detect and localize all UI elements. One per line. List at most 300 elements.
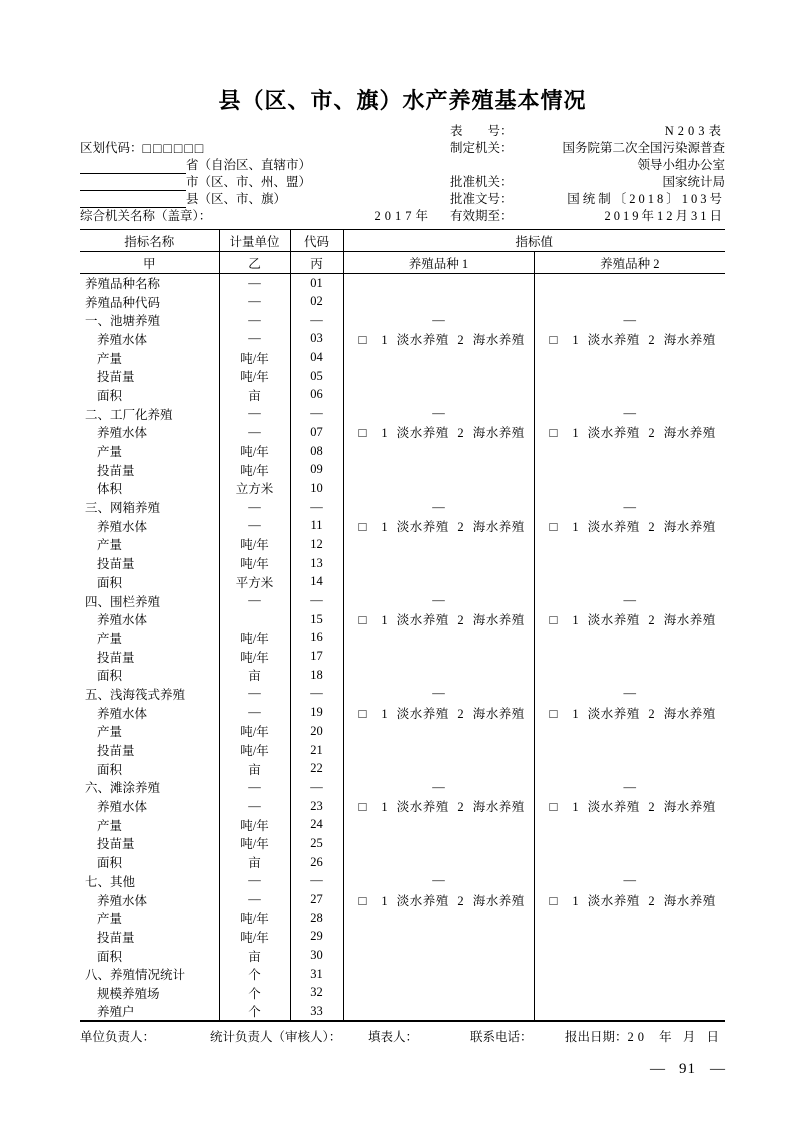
indicator-name-cell: 三、网箱养殖 bbox=[85, 501, 161, 516]
code-cell: 19 bbox=[290, 703, 343, 722]
value-cell-variety-2 bbox=[534, 330, 725, 349]
value-cell-variety-2[interactable] bbox=[534, 274, 725, 293]
unit-cell: 吨/年 bbox=[219, 442, 290, 461]
water-type-options-label: 1 淡水养殖 2 海水养殖 bbox=[572, 706, 716, 721]
approving-agency-value: 国家统计局 bbox=[662, 175, 725, 189]
value-cell-variety-2: — bbox=[534, 591, 725, 610]
water-type-options-label: 1 淡水养殖 2 海水养殖 bbox=[572, 613, 716, 628]
unit-cell: — bbox=[219, 274, 290, 293]
value-cell-variety-2[interactable] bbox=[534, 535, 725, 554]
value-cell-variety-1[interactable] bbox=[343, 741, 534, 760]
code-cell: — bbox=[290, 498, 343, 517]
indicator-name-cell: 投苗量 bbox=[97, 650, 135, 665]
water-type-options-label: 1 淡水养殖 2 海水养殖 bbox=[381, 800, 525, 815]
page-number-left-dash: — bbox=[650, 1061, 665, 1078]
water-type-checkbox[interactable]: □ bbox=[549, 331, 558, 347]
value-cell-variety-2: — bbox=[534, 872, 725, 891]
water-type-checkbox[interactable]: □ bbox=[358, 705, 367, 721]
indicator-name-cell: 规模养殖场 bbox=[97, 986, 160, 1001]
code-cell: 29 bbox=[290, 928, 343, 947]
indicator-name-cell: 产量 bbox=[97, 818, 123, 833]
report-year: 2017年 bbox=[374, 209, 432, 223]
report-date-month-char: 月 bbox=[682, 1030, 696, 1045]
indicator-name-cell: 投苗量 bbox=[97, 370, 135, 385]
indicator-name-cell: 养殖水体 bbox=[97, 613, 148, 628]
value-cell-variety-1: — bbox=[343, 872, 534, 891]
page-number bbox=[80, 1061, 737, 1078]
value-cell-variety-1: — bbox=[343, 311, 534, 330]
code-cell: 27 bbox=[290, 890, 343, 909]
water-type-options-label: 1 淡水养殖 2 海水养殖 bbox=[381, 706, 525, 721]
value-cell-variety-2[interactable] bbox=[534, 573, 725, 592]
code-cell: 15 bbox=[290, 610, 343, 629]
value-cell-variety-1[interactable] bbox=[343, 274, 534, 293]
code-cell: 10 bbox=[290, 479, 343, 498]
water-type-options-label: 1 淡水养殖 2 海水养殖 bbox=[572, 426, 716, 441]
unit-cell: 个 bbox=[219, 984, 290, 1003]
value-cell-variety-1[interactable] bbox=[343, 666, 534, 685]
table-row bbox=[80, 386, 725, 405]
value-cell-variety-1 bbox=[343, 890, 534, 909]
code-cell: — bbox=[290, 872, 343, 891]
code-cell: 23 bbox=[290, 797, 343, 816]
value-cell-variety-1[interactable] bbox=[343, 629, 534, 648]
indicator-name-cell: 投苗量 bbox=[97, 837, 135, 852]
table-subheader-row bbox=[80, 252, 725, 274]
col-header-indicator-name: 指标名称 bbox=[80, 230, 219, 252]
value-cell-variety-2: — bbox=[534, 311, 725, 330]
unit-cell: — bbox=[219, 797, 290, 816]
water-type-options-label: 1 淡水养殖 2 海水养殖 bbox=[381, 519, 525, 534]
valid-until-label: 有效期至： bbox=[450, 209, 513, 223]
table-row bbox=[80, 330, 725, 349]
water-type-checkbox[interactable]: □ bbox=[358, 425, 367, 441]
footer-signatures bbox=[80, 1022, 725, 1045]
province-suffix: 省（自治区、直辖市） bbox=[186, 158, 312, 172]
indicator-name-cell: 面积 bbox=[97, 669, 123, 684]
unit-cell: 吨/年 bbox=[219, 722, 290, 741]
indicators-table bbox=[80, 229, 725, 1022]
code-cell: 20 bbox=[290, 722, 343, 741]
code-cell: 02 bbox=[290, 292, 343, 311]
code-cell: 11 bbox=[290, 516, 343, 535]
indicator-name-cell: 体积 bbox=[97, 482, 123, 497]
value-cell-variety-2[interactable] bbox=[534, 1002, 725, 1021]
unit-cell: — bbox=[219, 292, 290, 311]
valid-until-value: 2019年12月31日 bbox=[604, 209, 725, 223]
code-cell: 32 bbox=[290, 984, 343, 1003]
value-cell-variety-1[interactable] bbox=[343, 815, 534, 834]
table-row bbox=[80, 292, 725, 311]
unit-cell bbox=[219, 610, 290, 629]
subheader-variety-2: 养殖品种 2 bbox=[534, 252, 725, 274]
value-cell-variety-1: — bbox=[343, 778, 534, 797]
code-cell: 22 bbox=[290, 759, 343, 778]
report-date-year-char: 年 bbox=[659, 1030, 672, 1045]
code-cell: 21 bbox=[290, 741, 343, 760]
report-date bbox=[565, 1029, 725, 1045]
indicator-name-cell: 投苗量 bbox=[97, 557, 135, 572]
table-row bbox=[80, 984, 725, 1003]
indicator-name-cell: 养殖水体 bbox=[97, 519, 148, 534]
value-cell-variety-2: — bbox=[534, 498, 725, 517]
code-cell: — bbox=[290, 591, 343, 610]
indicator-name-cell: 二、工厂化养殖 bbox=[85, 407, 173, 422]
value-cell-variety-1 bbox=[343, 703, 534, 722]
city-blank-line[interactable] bbox=[80, 177, 186, 191]
code-cell: 06 bbox=[290, 386, 343, 405]
indicator-name-cell: 产量 bbox=[97, 912, 123, 927]
unit-cell: 亩 bbox=[219, 759, 290, 778]
report-date-day-char: 日 bbox=[706, 1030, 719, 1045]
unit-cell: 亩 bbox=[219, 666, 290, 685]
indicator-name-cell: 投苗量 bbox=[97, 463, 135, 478]
code-cell: — bbox=[290, 778, 343, 797]
indicator-name-cell: 面积 bbox=[97, 388, 123, 403]
unit-cell: 吨/年 bbox=[219, 629, 290, 648]
table-row bbox=[80, 591, 725, 610]
water-type-checkbox[interactable]: □ bbox=[549, 705, 558, 721]
value-cell-variety-1 bbox=[343, 797, 534, 816]
form-filler-label: 填表人： bbox=[368, 1030, 419, 1045]
unit-cell: 亩 bbox=[219, 946, 290, 965]
unit-cell: — bbox=[219, 311, 290, 330]
code-cell: 24 bbox=[290, 815, 343, 834]
value-cell-variety-1[interactable] bbox=[343, 834, 534, 853]
water-type-checkbox[interactable]: □ bbox=[358, 518, 367, 534]
table-row bbox=[80, 853, 725, 872]
value-cell-variety-2[interactable] bbox=[534, 853, 725, 872]
table-row bbox=[80, 274, 725, 293]
value-cell-variety-2[interactable] bbox=[534, 348, 725, 367]
value-cell-variety-1[interactable] bbox=[343, 442, 534, 461]
value-cell-variety-1[interactable] bbox=[343, 535, 534, 554]
water-type-checkbox[interactable]: □ bbox=[549, 612, 558, 628]
water-type-options-label: 1 淡水养殖 2 海水养殖 bbox=[381, 426, 525, 441]
indicator-name-cell: 养殖品种名称 bbox=[85, 277, 161, 292]
indicator-name-cell: 养殖水体 bbox=[97, 426, 148, 441]
table-body bbox=[80, 274, 725, 1022]
subheader-jia: 甲 bbox=[80, 252, 219, 274]
page-number-value: 91 bbox=[679, 1061, 696, 1078]
value-cell-variety-1 bbox=[343, 330, 534, 349]
value-cell-variety-1[interactable] bbox=[343, 647, 534, 666]
code-cell: 09 bbox=[290, 460, 343, 479]
division-code-boxes[interactable]: □□□□□□ bbox=[142, 142, 206, 157]
value-cell-variety-2[interactable] bbox=[534, 965, 725, 984]
value-cell-variety-2[interactable] bbox=[534, 909, 725, 928]
unit-cell: — bbox=[219, 778, 290, 797]
unit-cell: — bbox=[219, 872, 290, 891]
value-cell-variety-1 bbox=[343, 610, 534, 629]
table-row bbox=[80, 965, 725, 984]
indicator-name-cell: 产量 bbox=[97, 445, 123, 460]
table-row bbox=[80, 629, 725, 648]
value-cell-variety-1[interactable] bbox=[343, 573, 534, 592]
code-cell: 05 bbox=[290, 367, 343, 386]
value-cell-variety-2[interactable] bbox=[534, 946, 725, 965]
water-type-checkbox[interactable]: □ bbox=[358, 331, 367, 347]
water-type-options-label: 1 淡水养殖 2 海水养殖 bbox=[572, 800, 716, 815]
approval-doc-number-label: 批准文号： bbox=[450, 192, 513, 206]
water-type-options-label: 1 淡水养殖 2 海水养殖 bbox=[381, 613, 525, 628]
indicator-name-cell: 投苗量 bbox=[97, 930, 135, 945]
indicator-name-cell: 一、池塘养殖 bbox=[85, 314, 161, 329]
unit-cell: 平方米 bbox=[219, 573, 290, 592]
code-cell: 31 bbox=[290, 965, 343, 984]
subheader-bing: 丙 bbox=[290, 252, 343, 274]
value-cell-variety-2[interactable] bbox=[534, 367, 725, 386]
water-type-checkbox[interactable]: □ bbox=[358, 892, 367, 908]
value-cell-variety-1[interactable] bbox=[343, 984, 534, 1003]
value-cell-variety-1[interactable] bbox=[343, 460, 534, 479]
table-row bbox=[80, 498, 725, 517]
indicator-name-cell: 七、其他 bbox=[85, 874, 136, 889]
table-row bbox=[80, 685, 725, 704]
county-suffix: 县（区、市、旗） bbox=[186, 192, 287, 206]
indicator-name-cell: 面积 bbox=[97, 856, 123, 871]
report-date-label-group: 报出日期：20 bbox=[565, 1030, 649, 1045]
value-cell-variety-1[interactable] bbox=[343, 946, 534, 965]
org-name-seal-label: 综合机关名称（盖章）： bbox=[80, 209, 212, 223]
code-cell: 30 bbox=[290, 946, 343, 965]
value-cell-variety-2[interactable] bbox=[534, 442, 725, 461]
indicator-name-cell: 产量 bbox=[97, 538, 123, 553]
indicator-name-cell: 养殖水体 bbox=[97, 800, 148, 815]
value-cell-variety-2[interactable] bbox=[534, 554, 725, 573]
subheader-variety-1: 养殖品种 1 bbox=[343, 252, 534, 274]
unit-cell: — bbox=[219, 685, 290, 704]
value-cell-variety-1[interactable] bbox=[343, 965, 534, 984]
unit-cell: — bbox=[219, 516, 290, 535]
value-cell-variety-1[interactable] bbox=[343, 722, 534, 741]
unit-cell: 个 bbox=[219, 1002, 290, 1021]
value-cell-variety-1[interactable] bbox=[343, 292, 534, 311]
unit-cell: 亩 bbox=[219, 853, 290, 872]
contact-phone-label: 联系电话： bbox=[470, 1030, 533, 1045]
value-cell-variety-1: — bbox=[343, 404, 534, 423]
issuing-agency-value-line2: 领导小组办公室 bbox=[637, 158, 725, 172]
indicator-name-cell: 五、浅海筏式养殖 bbox=[85, 687, 186, 702]
value-cell-variety-2 bbox=[534, 703, 725, 722]
value-cell-variety-2[interactable] bbox=[534, 647, 725, 666]
water-type-checkbox[interactable]: □ bbox=[549, 425, 558, 441]
table-row bbox=[80, 554, 725, 573]
table-row bbox=[80, 610, 725, 629]
value-cell-variety-2[interactable] bbox=[534, 460, 725, 479]
issuing-agency-value-line1: 国务院第二次全国污染源普查 bbox=[562, 141, 725, 155]
unit-cell: 亩 bbox=[219, 386, 290, 405]
code-cell: 16 bbox=[290, 629, 343, 648]
unit-cell: 吨/年 bbox=[219, 647, 290, 666]
value-cell-variety-2[interactable] bbox=[534, 386, 725, 405]
unit-cell: 立方米 bbox=[219, 479, 290, 498]
code-cell: — bbox=[290, 311, 343, 330]
table-row bbox=[80, 1002, 725, 1021]
table-row bbox=[80, 367, 725, 386]
unit-cell: 吨/年 bbox=[219, 815, 290, 834]
city-suffix: 市（区、市、州、盟） bbox=[186, 175, 312, 189]
water-type-checkbox[interactable]: □ bbox=[549, 518, 558, 534]
col-header-indicator-value: 指标值 bbox=[343, 230, 725, 252]
value-cell-variety-1[interactable] bbox=[343, 853, 534, 872]
value-cell-variety-2: — bbox=[534, 685, 725, 704]
water-type-checkbox[interactable]: □ bbox=[549, 892, 558, 908]
table-row bbox=[80, 872, 725, 891]
value-cell-variety-1: — bbox=[343, 685, 534, 704]
value-cell-variety-2[interactable] bbox=[534, 722, 725, 741]
unit-cell: 吨/年 bbox=[219, 535, 290, 554]
code-cell: 26 bbox=[290, 853, 343, 872]
col-header-code: 代码 bbox=[290, 230, 343, 252]
value-cell-variety-1 bbox=[343, 423, 534, 442]
page-title: 县（区、市、旗）水产养殖基本情况 bbox=[218, 88, 587, 113]
unit-cell: 吨/年 bbox=[219, 834, 290, 853]
water-type-options-label: 1 淡水养殖 2 海水养殖 bbox=[572, 332, 716, 347]
unit-cell: 吨/年 bbox=[219, 460, 290, 479]
code-cell: 13 bbox=[290, 554, 343, 573]
value-cell-variety-2[interactable] bbox=[534, 479, 725, 498]
table-row bbox=[80, 460, 725, 479]
indicator-name-cell: 养殖水体 bbox=[97, 893, 148, 908]
col-header-unit: 计量单位 bbox=[219, 230, 290, 252]
value-cell-variety-2 bbox=[534, 610, 725, 629]
value-cell-variety-1[interactable] bbox=[343, 348, 534, 367]
unit-cell: 吨/年 bbox=[219, 554, 290, 573]
county-blank-line[interactable] bbox=[80, 194, 186, 208]
value-cell-variety-1[interactable] bbox=[343, 386, 534, 405]
value-cell-variety-1[interactable] bbox=[343, 554, 534, 573]
code-cell: 12 bbox=[290, 535, 343, 554]
approval-doc-number-value: 国统制〔2018〕103号 bbox=[567, 192, 725, 206]
page-number-right-dash: — bbox=[710, 1061, 725, 1078]
value-cell-variety-2 bbox=[534, 516, 725, 535]
table-row bbox=[80, 946, 725, 965]
code-cell: 25 bbox=[290, 834, 343, 853]
unit-head-label: 单位负责人： bbox=[80, 1030, 156, 1045]
approving-agency-label: 批准机关： bbox=[450, 175, 513, 189]
value-cell-variety-2[interactable] bbox=[534, 984, 725, 1003]
issuing-agency-label: 制定机关： bbox=[450, 141, 513, 155]
value-cell-variety-2[interactable] bbox=[534, 292, 725, 311]
table-row bbox=[80, 797, 725, 816]
value-cell-variety-1 bbox=[343, 516, 534, 535]
code-cell: 14 bbox=[290, 573, 343, 592]
unit-cell: — bbox=[219, 703, 290, 722]
value-cell-variety-1[interactable] bbox=[343, 759, 534, 778]
unit-cell: 吨/年 bbox=[219, 741, 290, 760]
table-row bbox=[80, 535, 725, 554]
code-cell: 18 bbox=[290, 666, 343, 685]
table-row bbox=[80, 928, 725, 947]
table-row bbox=[80, 516, 725, 535]
table-number-value: N203表 bbox=[664, 124, 725, 138]
code-cell: 08 bbox=[290, 442, 343, 461]
table-number-label: 表 号： bbox=[450, 124, 513, 138]
indicator-name-cell: 四、围栏养殖 bbox=[85, 594, 161, 609]
value-cell-variety-2 bbox=[534, 797, 725, 816]
table-row bbox=[80, 647, 725, 666]
indicator-name-cell: 养殖品种代码 bbox=[85, 295, 161, 310]
value-cell-variety-2 bbox=[534, 423, 725, 442]
code-cell: — bbox=[290, 685, 343, 704]
value-cell-variety-2[interactable] bbox=[534, 815, 725, 834]
water-type-options-label: 1 淡水养殖 2 海水养殖 bbox=[381, 332, 525, 347]
value-cell-variety-2[interactable] bbox=[534, 834, 725, 853]
value-cell-variety-1[interactable] bbox=[343, 1002, 534, 1021]
subheader-yi: 乙 bbox=[219, 252, 290, 274]
indicator-name-cell: 产量 bbox=[97, 725, 123, 740]
code-cell: — bbox=[290, 404, 343, 423]
code-cell: 04 bbox=[290, 348, 343, 367]
water-type-checkbox[interactable]: □ bbox=[358, 612, 367, 628]
table-row bbox=[80, 348, 725, 367]
code-cell: 03 bbox=[290, 330, 343, 349]
table-row bbox=[80, 741, 725, 760]
form-header bbox=[80, 123, 725, 225]
code-cell: 01 bbox=[290, 274, 343, 293]
water-type-options-label: 1 淡水养殖 2 海水养殖 bbox=[381, 893, 525, 908]
water-type-checkbox[interactable]: □ bbox=[549, 799, 558, 815]
indicator-name-cell: 六、滩涂养殖 bbox=[85, 781, 161, 796]
table-row bbox=[80, 442, 725, 461]
unit-cell: — bbox=[219, 423, 290, 442]
table-row bbox=[80, 722, 725, 741]
value-cell-variety-2[interactable] bbox=[534, 928, 725, 947]
value-cell-variety-1: — bbox=[343, 591, 534, 610]
value-cell-variety-1[interactable] bbox=[343, 367, 534, 386]
indicator-name-cell: 面积 bbox=[97, 949, 123, 964]
value-cell-variety-1[interactable] bbox=[343, 479, 534, 498]
unit-cell: 吨/年 bbox=[219, 928, 290, 947]
indicator-name-cell: 八、养殖情况统计 bbox=[85, 968, 186, 983]
table-row bbox=[80, 666, 725, 685]
unit-cell: — bbox=[219, 498, 290, 517]
water-type-checkbox[interactable]: □ bbox=[358, 799, 367, 815]
unit-cell: — bbox=[219, 890, 290, 909]
province-blank-line[interactable] bbox=[80, 160, 186, 174]
code-cell: 33 bbox=[290, 1002, 343, 1021]
water-type-options-label: 1 淡水养殖 2 海水养殖 bbox=[572, 893, 716, 908]
unit-cell: — bbox=[219, 404, 290, 423]
value-cell-variety-1[interactable] bbox=[343, 909, 534, 928]
division-code-label: 区划代码： bbox=[80, 141, 143, 155]
table-row bbox=[80, 890, 725, 909]
code-cell: 28 bbox=[290, 909, 343, 928]
table-row bbox=[80, 404, 725, 423]
value-cell-variety-2: — bbox=[534, 404, 725, 423]
value-cell-variety-2[interactable] bbox=[534, 759, 725, 778]
table-row bbox=[80, 815, 725, 834]
unit-cell: 个 bbox=[219, 965, 290, 984]
value-cell-variety-1[interactable] bbox=[343, 928, 534, 947]
value-cell-variety-2[interactable] bbox=[534, 666, 725, 685]
stats-head-label: 统计负责人（审核人）： bbox=[210, 1030, 342, 1045]
unit-cell: — bbox=[219, 591, 290, 610]
value-cell-variety-2 bbox=[534, 890, 725, 909]
table-row bbox=[80, 423, 725, 442]
table-row bbox=[80, 909, 725, 928]
value-cell-variety-2[interactable] bbox=[534, 741, 725, 760]
table-row bbox=[80, 759, 725, 778]
table-row bbox=[80, 573, 725, 592]
unit-cell: 吨/年 bbox=[219, 348, 290, 367]
table-row bbox=[80, 479, 725, 498]
table-row bbox=[80, 703, 725, 722]
indicator-name-cell: 养殖户 bbox=[97, 1005, 135, 1020]
table-row bbox=[80, 311, 725, 330]
value-cell-variety-2[interactable] bbox=[534, 629, 725, 648]
